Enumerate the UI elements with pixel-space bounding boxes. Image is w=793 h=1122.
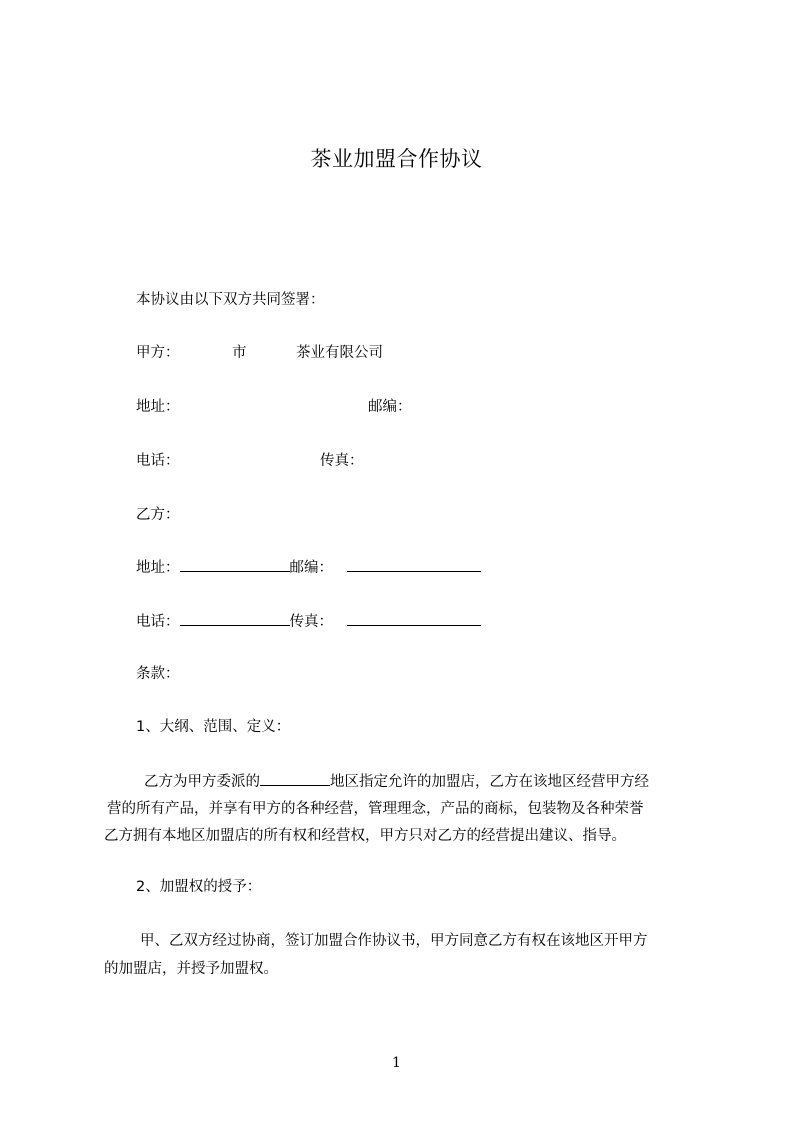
page-title: 茶业加盟合作协议 <box>310 147 483 171</box>
party-b-phone-row <box>136 611 481 632</box>
party-a-phone-label: 电话： <box>136 453 180 469</box>
section1-text-rest: 地区指定允许的加盟店，乙方在该地区经营甲方经 <box>330 774 649 790</box>
party-a-address-label: 地址： <box>136 399 180 415</box>
party-b-fax-label: 传真： <box>289 614 333 630</box>
party-a-city: 市 <box>232 345 247 361</box>
party-a-postcode-label: 邮编： <box>368 399 412 415</box>
party-b-label: 乙方： <box>136 507 180 523</box>
section1-paragraph-line3: 乙方拥有本地区加盟店的所有权和经营权，甲方只对乙方的经营提出建议、指导。 <box>104 828 626 844</box>
party-b-address-blank[interactable] <box>180 557 290 572</box>
party-a-company: 茶业有限公司 <box>296 345 383 361</box>
party-b-phone-blank[interactable] <box>180 611 290 626</box>
party-b-fax-blank[interactable] <box>347 611 481 626</box>
party-b-postcode-label: 邮编： <box>289 560 333 576</box>
party-b-postcode-blank[interactable] <box>347 557 481 572</box>
party-a-label: 甲方： <box>136 345 180 361</box>
section1-paragraph-line1 <box>144 771 649 792</box>
party-b-address-row <box>136 557 481 578</box>
party-b-address-label: 地址： <box>136 560 180 576</box>
intro-text: 本协议由以下双方共同签署： <box>136 292 325 308</box>
party-b-phone-label: 电话： <box>136 614 180 630</box>
section2-paragraph-line2: 的加盟店，并授予加盟权。 <box>104 961 278 977</box>
section1-text-start: 乙方为甲方委派的 <box>144 774 260 790</box>
terms-label: 条款： <box>136 666 180 682</box>
party-a-fax-label: 传真： <box>320 453 364 469</box>
section2-heading: 2、加盟权的授予： <box>136 879 262 895</box>
page-number: 1 <box>392 1055 401 1071</box>
section2-paragraph-line1: 甲、乙双方经过协商，签订加盟合作协议书，甲方同意乙方有权在该地区开甲方 <box>140 933 648 949</box>
region-blank[interactable] <box>260 771 330 786</box>
section1-heading: 1、大纲、范围、定义： <box>136 719 291 735</box>
section1-paragraph-line2: 营的所有产品，并享有甲方的各种经营，管理理念，产品的商标，包装物及各种荣誉 <box>107 801 644 817</box>
